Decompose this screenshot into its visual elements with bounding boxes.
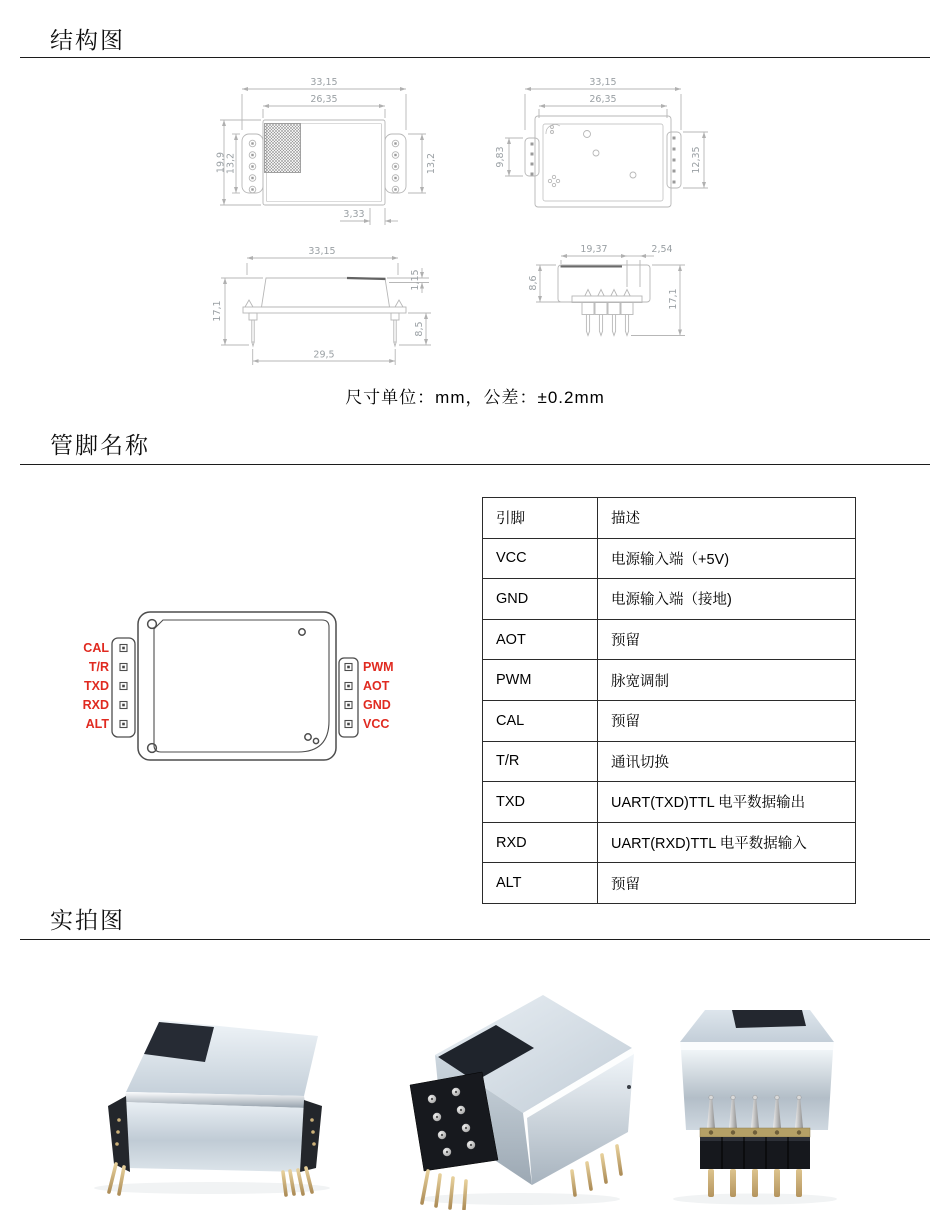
table-row — [483, 579, 856, 620]
cell-desc: 预留 — [598, 700, 856, 741]
dimension-note: 尺寸单位：mm，公差：±0.2mm — [345, 388, 605, 407]
dim-bottom-right: 12,35 — [691, 146, 702, 174]
photo-module-end-view — [650, 980, 860, 1205]
pin-description-table — [482, 497, 856, 904]
table-row — [483, 741, 856, 782]
structure-section-title: 结构图 — [50, 27, 125, 53]
dim-bottom-overall-width: 33,15 — [589, 77, 617, 88]
header-desc: 描述 — [598, 498, 856, 539]
cell-pin: GND — [483, 579, 598, 620]
pin-label-alt: ALT — [85, 717, 109, 731]
cell-pin: RXD — [483, 822, 598, 863]
cell-desc: 预留 — [598, 863, 856, 904]
cell-desc: UART(TXD)TTL 电平数据输出 — [598, 782, 856, 823]
dim-side-lid: 1,15 — [410, 269, 421, 291]
drawing-side-view — [205, 237, 455, 372]
pinout-diagram — [75, 593, 405, 778]
cell-desc: 预留 — [598, 619, 856, 660]
pin-label-pwm: PWM — [363, 660, 394, 674]
dim-top-right-conn: 13,2 — [426, 152, 437, 175]
pcb-outline — [543, 124, 663, 201]
right-connector-pins — [345, 664, 352, 728]
dim-end-total-height: 17,1 — [668, 288, 679, 310]
dim-top-offset: 3,33 — [343, 209, 365, 220]
pin-label-cal: CAL — [83, 641, 109, 655]
dim-side-pin-span: 29,5 — [313, 349, 335, 361]
pcb-edge — [243, 307, 406, 313]
left-connector-pins — [120, 645, 127, 728]
cell-pin: TXD — [483, 782, 598, 823]
dim-top-overall-width: 33,15 — [310, 77, 338, 88]
pin-header-block — [410, 1072, 498, 1171]
pin-label-vcc: VCC — [363, 717, 390, 731]
table-header-row — [483, 498, 856, 539]
cell-desc: 脉宽调制 — [598, 660, 856, 701]
pin-label-rxd: RXD — [82, 698, 109, 712]
cell-pin: ALT — [483, 863, 598, 904]
pin-label-aot: AOT — [363, 679, 390, 693]
cell-pin: PWM — [483, 660, 598, 701]
corner-hole — [148, 744, 157, 753]
case-outline — [138, 612, 336, 760]
divider-line — [20, 939, 930, 940]
cell-desc: UART(RXD)TTL 电平数据输入 — [598, 822, 856, 863]
sensor-window-hatch — [265, 124, 301, 173]
table-row — [483, 700, 856, 741]
photos-section-title: 实拍图 — [50, 907, 125, 933]
table-row — [483, 863, 856, 904]
table-row — [483, 619, 856, 660]
cell-desc: 电源输入端（+5V) — [598, 538, 856, 579]
cell-pin: AOT — [483, 619, 598, 660]
cell-pin: VCC — [483, 538, 598, 579]
header-pin: 引脚 — [483, 498, 598, 539]
sensor-window — [732, 1010, 806, 1028]
pin-label-gnd: GND — [363, 698, 391, 712]
table-row — [483, 660, 856, 701]
lid-edge — [347, 278, 386, 279]
mount-hole — [584, 131, 591, 138]
corner-hole — [148, 620, 157, 629]
cell-pin: CAL — [483, 700, 598, 741]
dim-end-pitch: 2,54 — [651, 244, 673, 255]
table-row — [483, 822, 856, 863]
case-outline — [535, 116, 671, 207]
gold-pins — [708, 1169, 802, 1197]
dim-top-left-conn: 13,2 — [225, 152, 237, 175]
dim-side-pin-length: 8,5 — [414, 321, 425, 337]
side-hole — [627, 1085, 631, 1089]
dim-bottom-left: 9,83 — [495, 146, 506, 168]
cell-desc: 电源输入端（接地) — [598, 579, 856, 620]
case-profile — [262, 278, 390, 307]
right-pin — [394, 320, 396, 342]
table-row — [483, 782, 856, 823]
pin — [586, 315, 589, 336]
right-pin-pads — [673, 137, 676, 184]
cell-pin: T/R — [483, 741, 598, 782]
photo-module-three-quarter-view — [380, 975, 645, 1210]
dim-end-case-height: 8,6 — [528, 275, 539, 291]
drawing-end-view — [525, 237, 705, 372]
photo-module-front-view — [62, 980, 357, 1200]
dim-side-width: 33,15 — [308, 246, 336, 257]
dim-end-depth: 19,37 — [580, 244, 608, 255]
divider-line — [20, 57, 930, 58]
table-row — [483, 538, 856, 579]
pin-label-tr: T/R — [88, 660, 109, 674]
dim-side-height: 17,1 — [212, 300, 223, 322]
left-connector — [112, 638, 135, 737]
left-pin-pads — [531, 143, 534, 176]
pins-section-title: 管脚名称 — [50, 432, 150, 458]
dim-top-inner-width: 26,35 — [310, 94, 338, 105]
case-front-face — [124, 1102, 306, 1172]
left-connector-pins — [249, 140, 256, 193]
case-bevel-edge — [680, 1042, 834, 1050]
hole — [299, 629, 305, 635]
pcb-outline — [154, 620, 329, 752]
dim-top-overall-height: 19,9 — [215, 151, 227, 174]
dim-bottom-inner-width: 26,35 — [589, 94, 617, 105]
drawing-bottom-view — [490, 68, 750, 228]
pin-header-block — [700, 1137, 810, 1169]
left-pin — [252, 320, 254, 342]
right-connector-pins — [392, 140, 399, 193]
pin-label-txd: TXD — [84, 679, 109, 693]
header-strip — [572, 296, 642, 303]
drawing-top-view — [210, 68, 470, 228]
divider-line — [20, 464, 930, 465]
cell-desc: 通讯切换 — [598, 741, 856, 782]
